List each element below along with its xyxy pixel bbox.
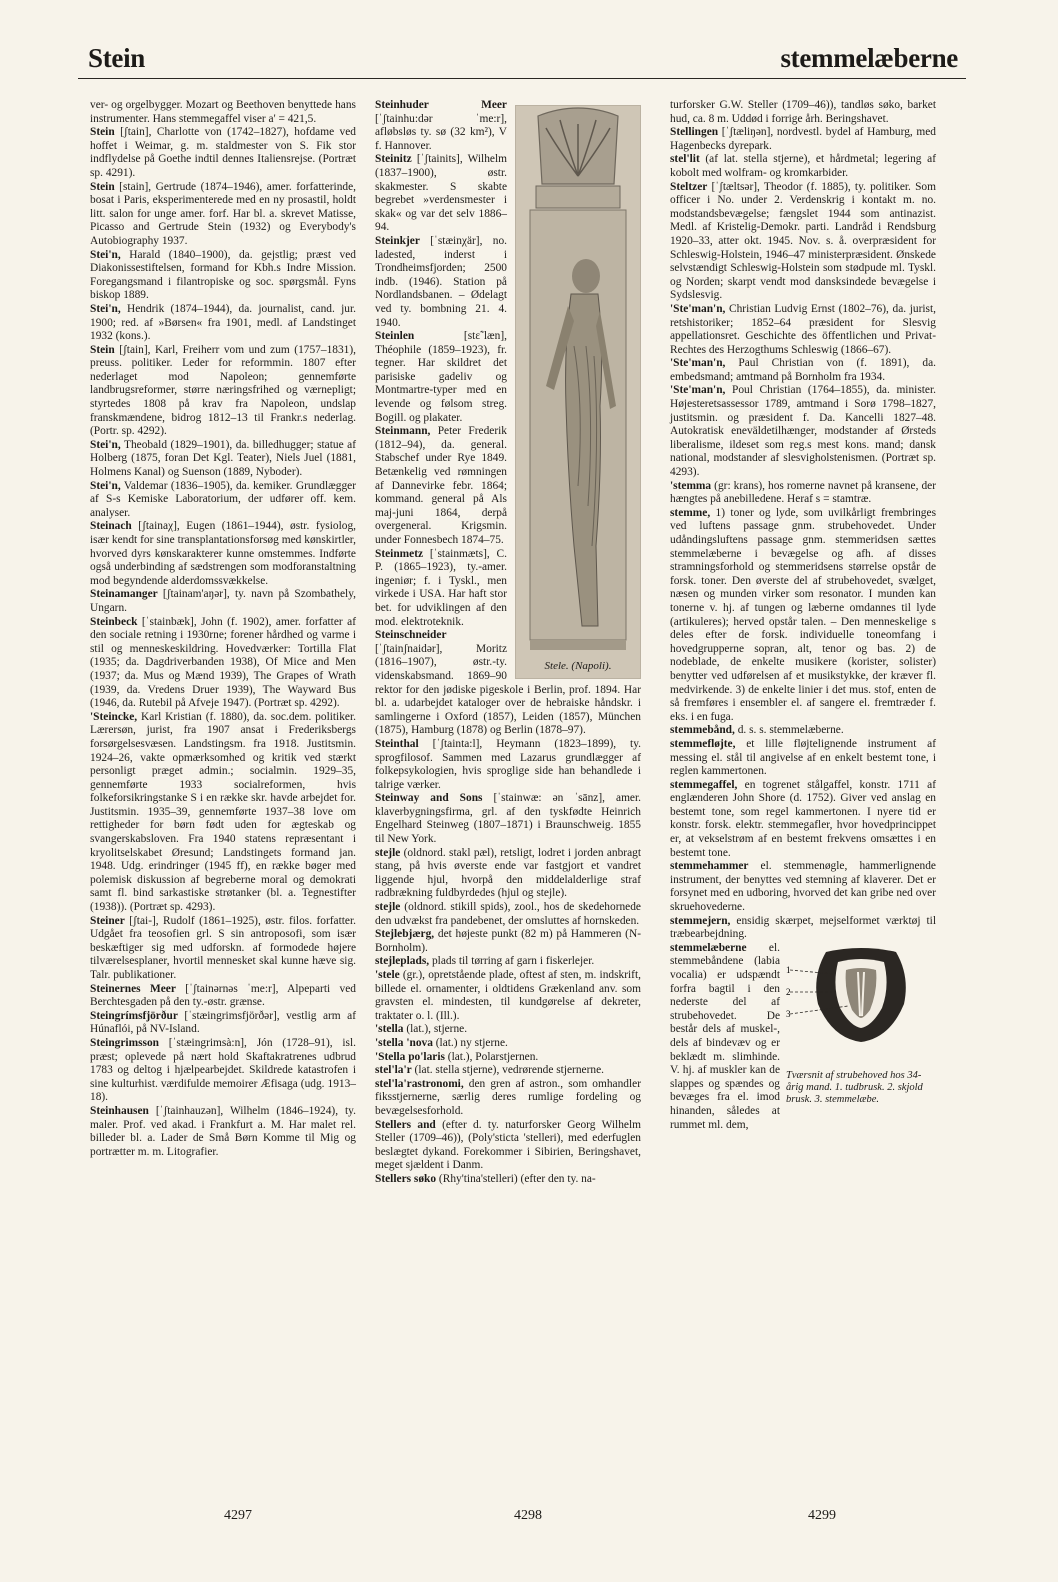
entry-headword: 'Stella po'laris <box>375 1050 445 1063</box>
dictionary-entry <box>375 1173 641 1187</box>
entry-text: plads til tørring af garn i fiskerlejer. <box>429 955 595 968</box>
entry-headword: 'stemma <box>670 479 712 492</box>
stele-caption: Stele. (Napoli). <box>544 660 612 673</box>
entry-headword: stejle <box>375 901 401 914</box>
dictionary-entry <box>375 901 641 928</box>
entry-headword: 'Steincke, <box>90 710 138 723</box>
entry-headword: Steinernes Meer <box>90 982 176 995</box>
entry-text: Valdemar (1836–1905), da. kemiker. Grundlægger af S-s Kemiske Laboratorium, der udfører off. kem. analyser. <box>90 479 356 519</box>
larynx-label-1: 1 <box>786 964 791 975</box>
entry-headword: 'Ste'man'n, <box>670 357 726 370</box>
entry-headword: stel'la'r <box>375 1064 412 1077</box>
entry-text: ensidig skærpet, mejselformet værktøj til træbearbejdning. <box>670 914 936 941</box>
entry-text: [ˈstæinχär], no. ladested, inderst i Trondheimsfjorden; 2500 indb. (1946). Station på Nordlandsbanen. – Ødelagt ved ty. bombning 21. 4. 1940. <box>375 234 507 329</box>
entry-headword: Stein <box>90 343 115 356</box>
entry-headword: 'stella <box>375 1023 404 1036</box>
dictionary-entry <box>670 480 936 507</box>
entry-headword: Steinschneider <box>375 629 447 642</box>
header-left-word: Stein <box>88 43 146 73</box>
entry-headword: Stein <box>90 126 115 139</box>
dictionary-entry <box>90 1037 356 1105</box>
entry-headword: stemmehammer <box>670 860 749 873</box>
entry-text: (gr: krans), hos romerne navnet på kransene, der hængtes på anebilledene. Heraf s = stamtræ. <box>670 479 936 506</box>
entry-headword: Steingrímsfjörður <box>90 1009 178 1022</box>
entry-headword: Stellers søko <box>375 1172 437 1185</box>
entry-headword: Stei'n, <box>90 479 121 492</box>
entry-text: Christian Ludvig Ernst (1802–76), da. jurist, retshistoriker; 1852–64 præsident for Slesvig appellationsret. Geschichte des öffentlichen und Privat-Rechtes des Herzogthums Schleswig (1866–67). <box>670 302 936 356</box>
entry-headword: Steiner <box>90 914 125 927</box>
dictionary-entry <box>375 928 641 955</box>
entry-text: turforsker G.W. Steller (1709–46)), tandløs søko, barket hud, ca. 8 m. Uddød i forrige årh. Beringshavet. <box>670 99 936 125</box>
entry-text: Poul Christian (1764–1855), da. minister. Højesteretsassessor 1789, amtmand i Sorø 1798–1827, justitsmin. og præsident f. Da. Kancelli 1827–48. Autokratisk eneväldetilhænger, modstander af Ørsteds liberalisme, ildeset som reg.s mest kons. mand; dansk national, modstander af slesvigholstenismen. (Portræt sp. 4293). <box>670 384 936 479</box>
dictionary-entry <box>375 1051 641 1065</box>
dictionary-entry <box>375 955 641 969</box>
larynx-label-2: 2 <box>786 986 791 997</box>
dictionary-entry <box>90 915 356 983</box>
entry-headword: Steinmann, <box>375 425 431 438</box>
dictionary-entry <box>670 181 936 303</box>
entry-text: [ʃtainam'aŋər], ty. navn på Szombathely, Ungarn. <box>90 588 356 614</box>
entry-headword: stemmebånd, <box>670 724 735 737</box>
entry-text: [ˈstainbæk], John (f. 1902), amer. forfatter af den sociale retning i 1930rne; forener hårdhed og varme i stil og menneskeskildring. Hovedværker: Tortilla Flat (1935; da. Dagdriverbanden 1938), Of Mice and Men (1937; da. Mus og Mænd 1939), The Grapes of Wrath (1939, da. Vredens Druer 1939), The Wayward Bus (1946, da. Rutebil på Afveje 1947). (Portræt sp. 4292). <box>90 615 356 710</box>
entry-text: [ˈstæingrimsfjörðər], vestlig arm af Húnaflói, på NV-Island. <box>90 1009 356 1036</box>
dictionary-entry <box>90 344 356 439</box>
dictionary-entry <box>90 588 356 615</box>
entry-headword: Steinlen <box>375 330 415 343</box>
entry-text: den gren af astron., som omhandler fiksstjernerne, særlig deres rumlige fordeling og bevægelsesforhold. <box>375 1077 641 1117</box>
entry-headword: Stejlebjærg, <box>375 928 435 941</box>
dictionary-entry <box>670 126 936 153</box>
dictionary-entry <box>90 303 356 344</box>
dictionary-entry <box>90 983 356 1010</box>
dictionary-entry <box>375 969 641 1023</box>
entry-text: Hendrik (1874–1944), da. journalist, cand. jur. 1900; red. af »Børsen« fra 1901, medl. af Landstinget 1932 (kons.). <box>90 302 356 343</box>
entry-text: [ˈʃtæliŋən], nordvestl. bydel af Hamburg, med Hagenbecks dyrepark. <box>670 126 936 152</box>
dictionary-entry <box>375 738 641 792</box>
entry-headword: Steinkjer <box>375 234 420 247</box>
dictionary-entry <box>90 1010 356 1037</box>
entry-text: (oldnord. stikill spids), zool., hos de skedehornede den udvækst fra pandebenet, der omsluttes af hornskeden. <box>375 901 641 927</box>
dictionary-entry <box>90 480 356 521</box>
entry-headword: Stellers and <box>375 1118 436 1131</box>
entry-headword: 'Ste'man'n, <box>670 302 726 315</box>
entry-headword: stemmelæberne <box>670 941 747 954</box>
entry-text: Paul Christian von (f. 1891), da. embedsmand; amtmand på Bornholm fra 1934. <box>670 357 936 383</box>
entry-headword: stemmegaffel, <box>670 778 738 791</box>
entry-headword: stemme, <box>670 506 711 519</box>
dictionary-entry <box>375 847 641 901</box>
dictionary-entry <box>375 1064 641 1078</box>
entry-headword: Stein <box>90 180 115 193</box>
entry-headword: stejleplads, <box>375 955 430 968</box>
entry-text: [ʃtainaχ], Eugen (1861–1944), østr. fysiolog, især kendt for sine transplantationsforsøg med kønskirtler, hvorved dyrs kønskarakterer kunne omstemmes. Indførte også underbinding af sædstrengen som modforanstaltning mod begyndende alderdomssvækkelse. <box>90 520 356 587</box>
entry-headword: 'stella 'nova <box>375 1036 433 1049</box>
entry-text: (gr.), opretstående plade, oftest af sten, m. indskrift, billede el. ornamenter, i oldtidens Grækenland anv. som gravsten el. mindesten, til kundgørelse af dekreter, traktater o. l. (Ill.). <box>375 969 641 1022</box>
larynx-cross-section-image <box>786 946 936 1046</box>
entry-text: ver- og orgelbygger. Mozart og Beethoven benyttede hans instrumenter. Hans stemmegaffel viser a' = 421,5. <box>90 99 356 125</box>
entry-text: d. s. s. stemmelæberne. <box>734 724 844 737</box>
larynx-illustration <box>786 946 936 1106</box>
column-2 <box>375 99 641 1187</box>
entry-headword: Steinthal <box>375 737 419 750</box>
entry-headword: stel'la'rastronomi, <box>375 1077 464 1090</box>
entry-headword: Steinach <box>90 520 132 533</box>
entry-text: [ˈstainwæ: ən ˈsānz], amer. klaverbygningsfirma, grl. af den tyskfødte Heinrich Engelhard Steinweg (1807–1871) i Braunschweig. 1855 til New York. <box>375 792 641 846</box>
entry-text: [ˈʃtainʃnaidər], Moritz (1816–1907), østr.-ty. videnskabsmand. 1869–90 rektor for den jødiske pigeskole i Berlin, prof. 1894. Har bl. a. udarbejdet kataloger over de hebraiske håndskr. i samlingerne i Oxford (1857), Leiden (1857), München (1875), Hamburg (1878) og Berlin (1878–97). <box>375 642 641 737</box>
column-3 <box>670 99 936 1132</box>
entry-text: 1) toner og lyde, som uvilkårligt frembringes ved luftens passage gnm. strubehovedet. Under udåndingsluftens passage gnm. stemmeridsen sættes stemmelæberne i bevægelse og afh. af disses stramningsforhold og stemmeridsens størrelse opstår de forsk. toner. Den øverste del af strubehovedet, svælget, næsen og munden virker som resonator. I munden kan tonerne v. hj. af tungen og læberne omdannes til lyde (artikuleres); herved opstår talen. – Den menneskelige s deles efter de forsk. individuelle toneomfang i hovedgrupperne sopran, alt, tenor og bas. 2) de nodeblade, de enkelte musikere (korister, solister) benytter ved udførelsen af et musikstykke, der kræver fl. medvirkende. 3) de enkelte linier i det mus. stof, enten de så fremføres i ensembler el. af sangere el. fremtræder f. eks. i en fuga. <box>670 506 936 723</box>
header-right-word: stemmelæberne <box>780 43 958 73</box>
entry-text: (lat.), stjerne. <box>403 1023 468 1036</box>
dictionary-entry <box>670 303 936 357</box>
dictionary-entry <box>670 507 936 725</box>
dictionary-entry <box>90 1105 356 1159</box>
dictionary-entry <box>670 724 936 738</box>
entry-text: [ˈʃtæltsər], Theodor (f. 1885), ty. politiker. Som officer i No. under 2. Verdenskrig i kontakt m. no. modstandsbevægelse; fængslet 1944 som antinazist. Medl. af Kristelig-Demokr. parti. Landråd i Rendsburg 1920–33, atter okt. 1945. Nov. s. å. overpræsident for Schleswig-Holstein, 1946–47 ministerpræsident. Ønskede selvstændigt Schleswig-Holstein som stødpude ml. Tyskl. og Norden; skarpt vendt mod dansksindede bevægelse i Sydslesvig. <box>670 180 936 302</box>
entry-text: (lat.) ny stjerne. <box>432 1036 508 1049</box>
entry-text: el. stemmebåndene (labia vocalia) er udspændt forfra bagtil i den nederste del af strubehovedet. De består dels af muskel-, dels af bindevæv og er beklædt m. slimhinde. V. hj. af muskler kan de slappes og spændes og bevæges fra el. imod hinanden, således at rummet ml. dem, <box>670 941 780 1131</box>
entry-text: [ˈʃtainhu:dər ˈme:r], afløbsløs ty. sø (32 km²), V f. Hannover. <box>375 112 507 152</box>
entry-headword: Stellingen <box>670 126 719 139</box>
entry-headword: Steinway and Sons <box>375 792 483 805</box>
larynx-label-3: 3 <box>786 1008 791 1019</box>
column-1 <box>90 99 356 1159</box>
dictionary-entry <box>90 181 356 249</box>
dictionary-entry <box>670 384 936 479</box>
entry-headword: Stei'n, <box>90 248 121 261</box>
entry-text: [ˈʃtainta:l], Heymann (1823–1899), ty. sprogfilosof. Sammen med Lazarus grundlægger af folkepsykologien, hvis sproglige side han behandlede i talrige værker. <box>375 737 641 791</box>
entry-text: (lat. stella stjerne), vedrørende stjernerne. <box>411 1064 604 1077</box>
entry-text: [ˈʃtainits], Wilhelm (1837–1900), østr. skakmester. S skabte begrebet »verdensmester i skak« og var det selv 1886–94. <box>375 153 507 234</box>
dictionary-entry <box>90 99 356 126</box>
running-header <box>78 38 966 79</box>
entry-text: [ˈʃtainərnəs ˈme:r], Alpeparti ved Berchtesgaden på den ty.-østr. grænse. <box>90 982 356 1009</box>
entry-headword: Steinhuder Meer <box>375 99 507 111</box>
dictionary-entry <box>375 792 641 846</box>
entry-headword: 'Ste'man'n, <box>670 384 726 397</box>
dictionary-entry <box>90 520 356 588</box>
entry-headword: Steingrimsson <box>90 1036 159 1049</box>
stele-illustration <box>515 105 641 679</box>
entry-headword: Steinbeck <box>90 615 138 628</box>
dictionary-entry <box>90 249 356 303</box>
dictionary-entry <box>375 1119 641 1173</box>
entry-text: [ʃtai-], Rudolf (1861–1925), østr. filos. forfatter. Udgået fra teosofien grl. S sin antroposofi, som især beskæftiger sig med udforskn. af formodede højere tilværelsesplaner, hvortil mennesket skal kunne hæve sig. Talr. publikationer. <box>90 914 356 981</box>
entry-text: [ˈʃtainhauzən], Wilhelm (1846–1924), ty. maler. Prof. ved akad. i Frankfurt a. M. Har malet rel. billeder bl. a. Lader de Små Børn Komme til Mig og portrætter m. m. Litografier. <box>90 1104 356 1158</box>
dictionary-entry <box>375 1078 641 1119</box>
dictionary-entry <box>670 779 936 861</box>
dictionary-entry <box>670 99 936 126</box>
dictionary-entry <box>670 915 936 942</box>
entry-text: el. stemmenøgle, hammerlignende instrument, der benyttes ved stemning af klaverer. Det er forsynet med en udboring, hvorved det kan gribe ned over skruehovederne. <box>670 860 936 914</box>
entry-text: [ˈstæingrimsà:n], Jón (1728–91), isl. præst; oplevede på nært hold Skaftakratrenes udbrud 1783 og deltog i hjælpearbejdet. Skildrede katastrofen i sine kulturhist. værdifulde memoirer Æfisaga (udg. 1913–18). <box>90 1036 356 1104</box>
dictionary-entry <box>90 126 356 180</box>
entry-headword: Stei'n, <box>90 302 121 315</box>
entry-text: et lille fløjtelignende instrument af messing el. stål til angivelse af en enkelt bestemt tone, i reglen kammertonen. <box>670 737 936 778</box>
entry-text: Karl Kristian (f. 1880), da. soc.dem. politiker. Lærersøn, jurist, fra 1907 ansat i Frederiksbergs forsørgelsesvæsen. Landstingsm. fra 1918. Justitsmin. 1924–26, vakte opmærksomhed og kritik ved stærkt personligt præget admin.; socialmin. 1929–35, gennemførte 1933 socialreformen, hvis folkeforsikringstanke S i en række skr. havde arbejdet for. Justitsmin. 1935–39, gennemførte 1937–38 love om rettigheder for børn født uden for ægteskab og svangerskabsloven. Fra 1940 statens repræsentant i kryolitselskabet Øresund; Landstingets formand jan. 1948. Udg. erindringer (1945 ff), en række bøger med polemisk diskussion af begreberne moral og demokrati samt fl. bind sarkastiske strøtanker (bl. a. Tegnestifter (1938)). (Portræt sp. 4293). <box>90 710 356 914</box>
entry-text: (efter d. ty. naturforsker Georg Wilhelm Steller (1709–46)), (Poly'sticta 'stelleri), med ederfuglen beslægtet dykand. Forekommer i Sibirien, Beringshavet, meget sjældent i Danm. <box>375 1118 641 1172</box>
entry-text: [ʃtain], Karl, Freiherr vom und zum (1757–1831), preuss. politiker. Leder for reformmin. 1807 efter nederlaget mod Napoleon; gennemførte landbrugsreformer, større næringsfrihed og værnepligt; styrtedes 1808 på krav fra Napoleon, undslap franskmændene, bidrog 1812–13 til Frankr.s nederlag. (Portr. sp. 4292). <box>90 343 356 438</box>
dictionary-entry <box>90 711 356 915</box>
entry-headword: Steltzer <box>670 180 708 193</box>
entry-text: Theobald (1829–1901), da. billedhugger; statue af Holberg (1875, foran Det Kgl. Teater), Niels Juel (1881, Holmens Kanal) og Suenson (1889, Nyboder). <box>90 438 356 479</box>
entry-text: [ʃtain], Charlotte von (1742–1827), hofdame ved hoffet i Weimar, g. m. staldmester von S. Fik stor indflydelse på Goethe indtil dennes Italiensrejse. (Portræt sp. 4291). <box>90 126 356 179</box>
dictionary-page <box>78 28 966 1568</box>
entry-text: [stain], Gertrude (1874–1946), amer. forfatterinde, bosat i Paris, eksperimenterede med en ny prosastil, holdt litt. salon for unge amer. forf. Har bl. a. skrevet Matisse, Picasso and Gertrude Stein (1932) og Everybody's Autobiography 1937. <box>90 180 356 247</box>
entry-text: (Rhy'tina'stelleri) (efter den ty. na- <box>436 1172 596 1185</box>
entry-text: [stɛ̃ˈlæn], Théophile (1859–1923), fr. tegner. Har skildret det parisiske gadeliv og Montmartre-typer med en levende og følsom streg. Bogill. og plakater. <box>375 330 507 424</box>
entry-headword: Steinmetz <box>375 547 424 560</box>
entry-headword: Stei'n, <box>90 438 121 451</box>
dictionary-entry <box>90 616 356 711</box>
dictionary-entry <box>90 439 356 480</box>
entry-headword: 'stele <box>375 969 400 981</box>
dictionary-entry <box>670 860 936 914</box>
entry-headword: stemmefløjte, <box>670 737 736 750</box>
entry-text: en togrenet stålgaffel, konstr. 1711 af englænderen John Shore (d. 1752). Giver ved anslag en bestemt tone, som regel kammertonen. I nyere tid er konstr. forsk. elektr. stemmegafler, hvor hovedprincippet er, at vekselstrøm af en bestemt frekvens omsættes i en bestemt tone. <box>670 778 936 859</box>
entry-text: (lat.), Polarstjernen. <box>444 1050 539 1063</box>
stele-relief-image <box>516 106 640 678</box>
entry-headword: Steinhausen <box>90 1104 149 1117</box>
entry-text: Harald (1840–1900), da. gejstlig; præst ved Diakonissestiftelsen, formand for Kbh.s Indre Mission. Foregangsmand i filantropiske og soc. spørgsmål. Fyns biskop 1889. <box>90 248 356 302</box>
page-number-2: 4298 <box>514 1508 542 1523</box>
dictionary-entry <box>375 1037 641 1051</box>
entry-text: det højeste punkt (82 m) på Hammeren (N-Bornholm). <box>375 928 641 954</box>
entry-headword: stel'lit <box>670 153 700 166</box>
dictionary-entry <box>670 738 936 779</box>
entry-text: [ˈstainmæts], C. P. (1865–1923), ty.-amer. ingeniør; f. i Tyskl., men virkede i USA. Har haft stor bet. for udviklingen af den mod. elektroteknik. <box>375 547 507 628</box>
entry-text: (oldnord. stakl pæl), retsligt, lodret i jorden anbragt stang, på hvis øverste ende var fastgjort et vandret liggende hjul, hvorpå den middelalderlige straf radbrækning fuldbyrdedes (hjul og stejle). <box>375 846 641 900</box>
larynx-caption: Tværsnit af strubehoved hos 34-årig mand. 1. tudbrusk. 2. skjold brusk. 3. stemmelæbe. <box>786 1069 923 1105</box>
page-number-1: 4297 <box>224 1508 252 1523</box>
entry-headword: Steinitz <box>375 153 412 166</box>
entry-headword: stejle <box>375 846 401 859</box>
entry-text: Peter Frederik (1812–94), da. general. Stabschef under Rye 1849. Betænkelig ved rømningen af Dannevirke febr. 1864; kommand. general på Als maj-juni 1864, derpå overgeneral. Krigsmin. under Fonnesbech 1874–75. <box>375 425 507 546</box>
dictionary-entry <box>375 1023 641 1037</box>
dictionary-entry <box>670 153 936 180</box>
page-number-3: 4299 <box>808 1508 836 1523</box>
entry-headword: Steinamanger <box>90 588 158 601</box>
entry-text: (af lat. stella stjerne), et hårdmetal; legering af kobolt med wolfram- og kromkarbider. <box>670 153 936 179</box>
entry-headword: stemmejern, <box>670 914 731 927</box>
dictionary-entry <box>670 357 936 384</box>
